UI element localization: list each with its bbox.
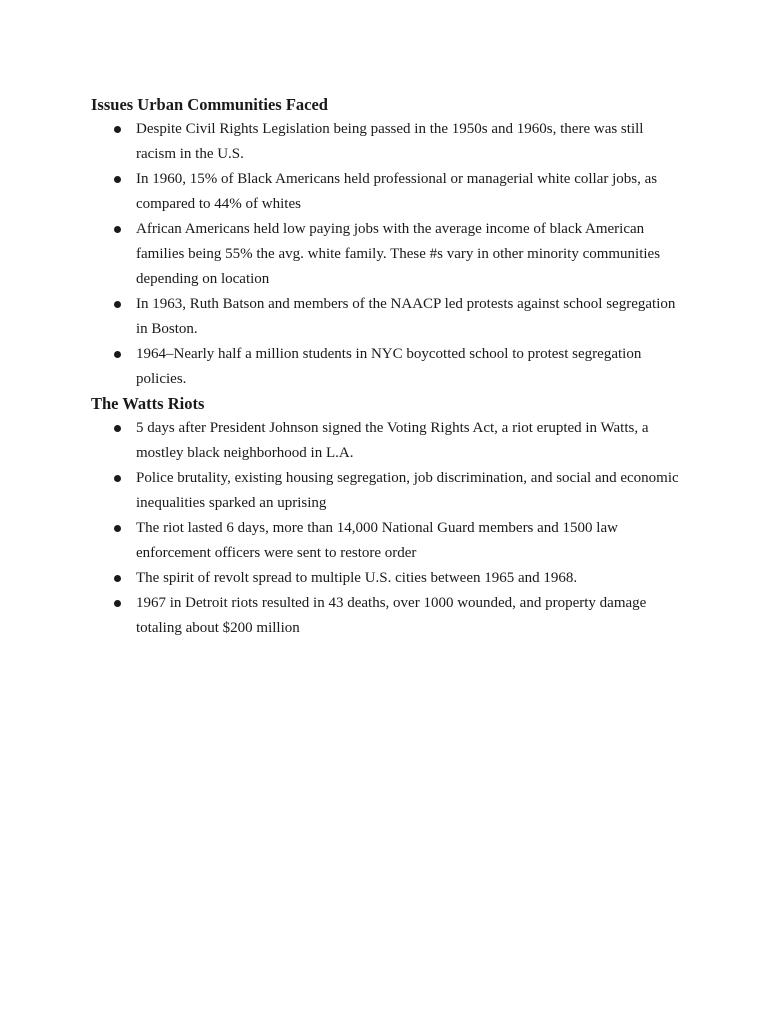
list-item: The riot lasted 6 days, more than 14,000 National Guard members and 1500 law enforcement officers were sent to restore order — [91, 516, 681, 566]
list-item: The spirit of revolt spread to multiple U.S. cities between 1965 and 1968. — [91, 566, 681, 591]
bullet-dot-icon — [114, 575, 121, 582]
bullet-dot-icon — [114, 475, 121, 482]
list-item: In 1963, Ruth Batson and members of the NAACP led protests against school segregation in Boston. — [91, 292, 681, 342]
bullet-dot-icon — [114, 425, 121, 432]
list-item: 1967 in Detroit riots resulted in 43 deaths, over 1000 wounded, and property damage totaling about $200 million — [91, 591, 681, 641]
bullet-dot-icon — [114, 351, 121, 358]
bullet-list-watts — [91, 416, 681, 641]
list-item: African Americans held low paying jobs with the average income of black American families being 55% the avg. white family. These #s vary in other minority communities depending on location — [91, 217, 681, 292]
section-heading-issues: Issues Urban Communities Faced — [91, 95, 328, 114]
bullet-dot-icon — [114, 525, 121, 532]
bullet-dot-icon — [114, 226, 121, 233]
section-heading-watts: The Watts Riots — [91, 394, 205, 413]
document-content — [91, 93, 681, 641]
bullet-list-issues — [91, 117, 681, 392]
bullet-dot-icon — [114, 126, 121, 133]
bullet-dot-icon — [114, 600, 121, 607]
list-item: Despite Civil Rights Legislation being passed in the 1950s and 1960s, there was still racism in the U.S. — [91, 117, 681, 167]
list-item: 5 days after President Johnson signed the Voting Rights Act, a riot erupted in Watts, a mostley black neighborhood in L.A. — [91, 416, 681, 466]
bullet-dot-icon — [114, 301, 121, 308]
list-item: In 1960, 15% of Black Americans held professional or managerial white collar jobs, as compared to 44% of whites — [91, 167, 681, 217]
bullet-dot-icon — [114, 176, 121, 183]
list-item: 1964–Nearly half a million students in NYC boycotted school to protest segregation policies. — [91, 342, 681, 392]
list-item: Police brutality, existing housing segregation, job discrimination, and social and economic inequalities sparked an uprising — [91, 466, 681, 516]
